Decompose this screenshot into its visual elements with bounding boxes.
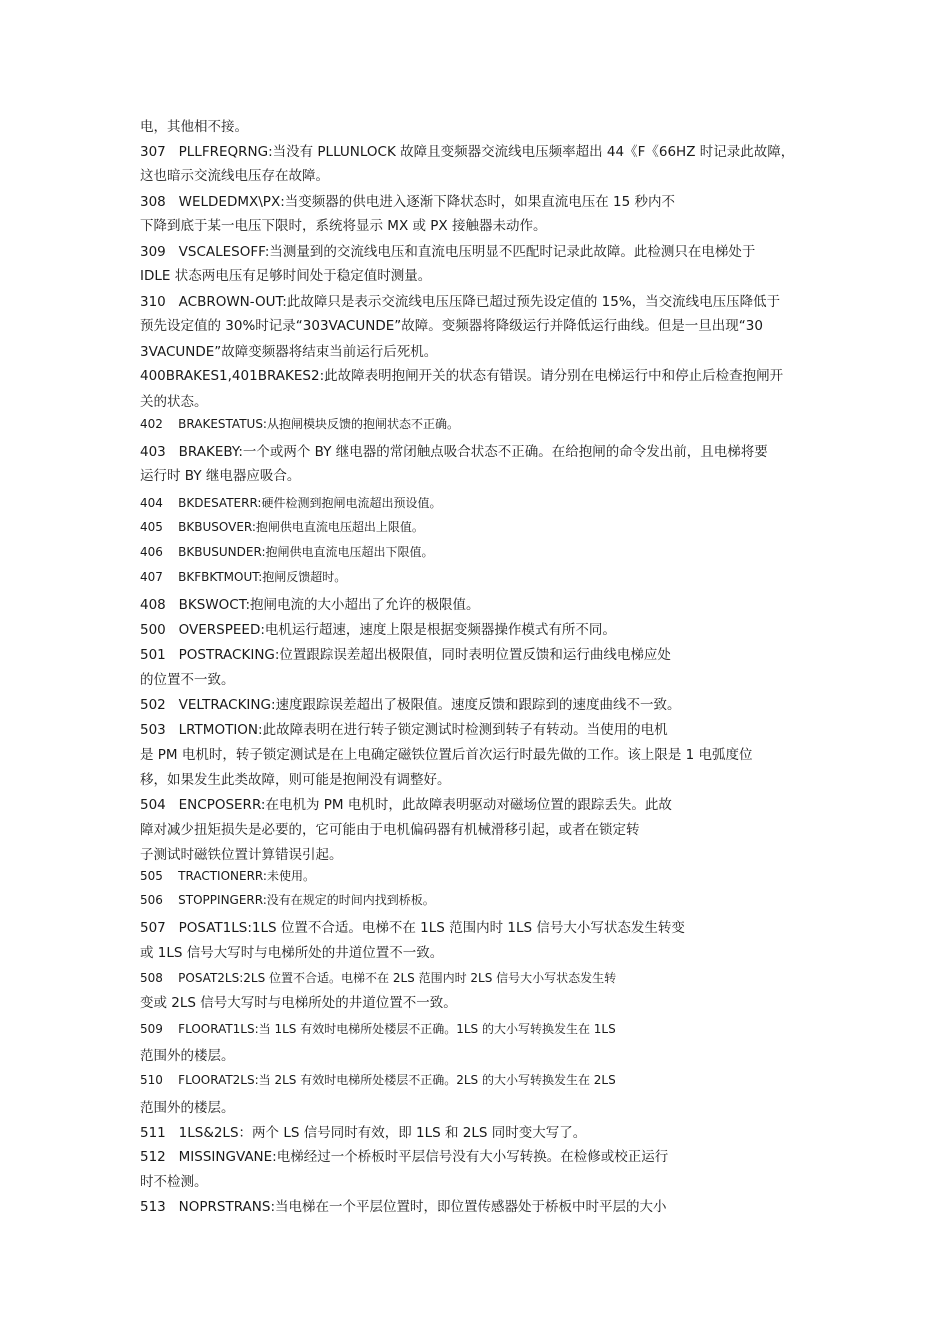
- text-line: 3VACUNDE”故障变频器将结束当前运行后死机。: [140, 344, 438, 360]
- text-line: 309 VSCALESOFF:当测量到的交流线电压和直流电压明显不匹配时记录此故障。此检测只在电梯处于: [140, 244, 756, 260]
- text-line: 403 BRAKEBY:一个或两个 BY 继电器的常闭触点吸合状态不正确。在给抱闸的命令发出前，且电梯将要: [140, 444, 768, 460]
- text-line: 510 FLOORAT2LS:当 2LS 有效时电梯所处楼层不正确。2LS 的大小写转换发生在 2LS: [140, 1073, 616, 1087]
- text-line: 预先设定值的 30%时记录“303VACUNDE”故障。变频器将降级运行并降低运行曲线。但是一旦出现“30: [140, 318, 763, 334]
- text-line: 308 WELDEDMX\PX:当变频器的供电进入逐渐下降状态时，如果直流电压在 15 秒内不: [140, 194, 676, 210]
- text-line: 408 BKSWOCT:抱闸电流的大小超出了允许的极限值。: [140, 597, 480, 613]
- text-line: 513 NOPRSTRANS:当电梯在一个平层位置时，即位置传感器处于桥板中时平层的大小: [140, 1199, 667, 1215]
- text-line: 503 LRTMOTION:此故障表明在进行转子锁定测试时检测到转子有转动。当使用的电机: [140, 722, 668, 738]
- text-line: 障对减少扭矩损失是必要的，它可能由于电机偏码器有机械滑移引起，或者在锁定转: [140, 822, 640, 838]
- text-line: 404 BKDESATERR:硬件检测到抱闸电流超出预设值。: [140, 496, 442, 510]
- text-line: 是 PM 电机时，转子锁定测试是在上电确定磁铁位置后首次运行时最先做的工作。该上限是 1 电弧度位: [140, 747, 753, 763]
- text-line: 504 ENCPOSERR:在电机为 PM 电机时，此故障表明驱动对磁场位置的跟踪丢失。此故: [140, 797, 672, 813]
- text-line: 时不检测。: [140, 1174, 208, 1190]
- text-line: 子测试时磁铁位置计算错误引起。: [140, 847, 343, 863]
- text-line: IDLE 状态两电压有足够时间处于稳定值时测量。: [140, 268, 432, 284]
- text-line: 511 1LS&2LS：两个 LS 信号同时有效，即 1LS 和 2LS 同时变大写了。: [140, 1125, 587, 1141]
- text-line: 502 VELTRACKING:速度跟踪误差超出了极限值。速度反馈和跟踪到的速度曲线不一致。: [140, 697, 681, 713]
- text-line: 406 BKBUSUNDER:抱闸供电直流电压超出下限值。: [140, 545, 434, 559]
- text-line: 310 ACBROWN-OUT:此故障只是表示交流线电压压降已超过预先设定值的 15%，当交流线电压压降低于: [140, 294, 781, 310]
- text-line: 范围外的楼层。: [140, 1048, 235, 1064]
- text-line: 或 1LS 信号大写时与电梯所处的井道位置不一致。: [140, 945, 444, 961]
- text-line: 400BRAKES1,401BRAKES2:此故障表明抱闸开关的状态有错误。请分别在电梯运行中和停止后检查抱闸开: [140, 368, 784, 384]
- text-line: 电，其他相不接。: [140, 119, 248, 135]
- text-line: 500 OVERSPEED:电机运行超速，速度上限是根据变频器操作模式有所不同。: [140, 622, 616, 638]
- text-line: 512 MISSINGVANE:电梯经过一个桥板时平层信号没有大小写转换。在检修或校正运行: [140, 1149, 669, 1165]
- text-line: 下降到底于某一电压下限时，系统将显示 MX 或 PX 接触器未动作。: [140, 218, 547, 234]
- text-line: 运行时 BY 继电器应吸合。: [140, 468, 301, 484]
- text-line: 的位置不一致。: [140, 672, 235, 688]
- text-line: 移，如果发生此类故障，则可能是抱闸没有调整好。: [140, 772, 451, 788]
- text-line: 506 STOPPINGERR:没有在规定的时间内找到桥板。: [140, 893, 435, 907]
- text-line: 关的状态。: [140, 394, 208, 410]
- text-line: 407 BKFBKTMOUT:抱闸反馈超时。: [140, 570, 347, 584]
- text-line: 405 BKBUSOVER:抱闸供电直流电压超出上限值。: [140, 520, 424, 534]
- text-line: 501 POSTRACKING:位置跟踪误差超出极限值，同时表明位置反馈和运行曲线电梯应处: [140, 647, 671, 663]
- text-line: 范围外的楼层。: [140, 1100, 235, 1116]
- text-line: 307 PLLFREQRNG:当没有 PLLUNLOCK 故障且变频器交流线电压频率超出 44《F《66HZ 时记录此故障，: [140, 144, 795, 160]
- text-line: 508 POSAT2LS:2LS 位置不合适。电梯不在 2LS 范围内时 2LS 信号大小写状态发生转: [140, 971, 617, 985]
- text-line: 505 TRACTIONERR:未使用。: [140, 869, 315, 883]
- text-line: 变或 2LS 信号大写时与电梯所处的井道位置不一致。: [140, 995, 457, 1011]
- text-line: 509 FLOORAT1LS:当 1LS 有效时电梯所处楼层不正确。1LS 的大小写转换发生在 1LS: [140, 1022, 616, 1036]
- text-line: 这也暗示交流线电压存在故障。: [140, 168, 329, 184]
- text-line: 402 BRAKESTATUS:从抱闸模块反馈的抱闸状态不正确。: [140, 417, 459, 431]
- text-line: 507 POSAT1LS:1LS 位置不合适。电梯不在 1LS 范围内时 1LS 信号大小写状态发生转变: [140, 920, 685, 936]
